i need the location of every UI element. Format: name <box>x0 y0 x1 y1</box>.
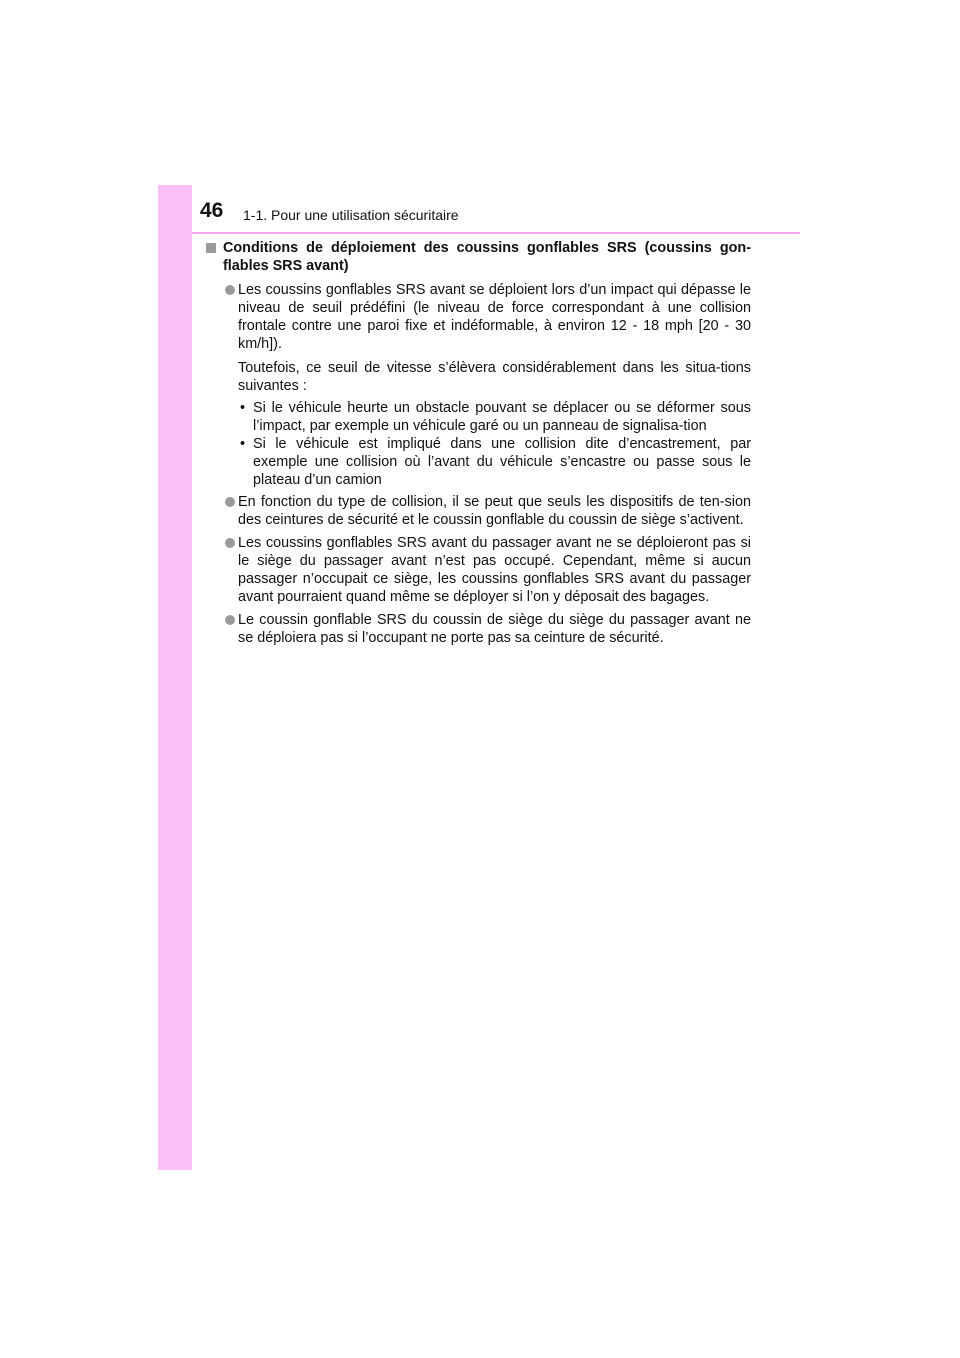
sub-item-text: Si le véhicule heurte un obstacle pouvant se déplacer ou se déformer sous l’impact, par exemple un véhicule garé ou un panneau de signalisa-tion <box>253 400 751 434</box>
bullet-dot-icon <box>225 497 235 507</box>
list-item <box>206 493 751 529</box>
paragraph: Toutefois, ce seuil de vitesse s’élèvera considérablement dans les situa-tions suivantes : <box>238 360 751 394</box>
sub-list-item <box>206 435 751 489</box>
bullet-dot-icon <box>225 615 235 625</box>
sub-list-item <box>206 399 751 435</box>
bullet-text: Les coussins gonflables SRS avant du passager avant ne se déploieront pas si le siège du passager avant n’est pas occupé. Cependant, même si aucun passager n’occupait ce siège, les coussins gonflables SRS avant du passager avant pourraient quand même se déployer si l’on y déposait des bagages. <box>238 535 751 605</box>
list-item <box>206 281 751 353</box>
bullet-text: Le coussin gonflable SRS du coussin de siège du siège du passager avant ne se déploiera pas si l’occupant ne porte pas sa ceinture de sécurité. <box>238 612 751 646</box>
subsection-heading <box>206 239 751 275</box>
bullet-dot-icon <box>225 285 235 295</box>
square-marker-icon <box>206 243 216 253</box>
bullet-dot-icon <box>225 538 235 548</box>
sub-item-text: Si le véhicule est impliqué dans une collision dite d’encastrement, par exemple une collision où l’avant du véhicule s’encastre ou passe sous le plateau d’un camion <box>253 436 751 488</box>
bullet-text: En fonction du type de collision, il se peut que seuls les dispositifs de ten-sion des ceintures de sécurité et le coussin gonflable du coussin de siège s’activent. <box>238 494 751 528</box>
heading-text: Conditions de déploiement des coussins gonflables SRS (coussins gon-flables SRS avant) <box>223 240 751 274</box>
header-rule <box>192 232 800 234</box>
section-title: 1-1. Pour une utilisation sécuritaire <box>243 207 459 223</box>
sub-bullet-marker: • <box>240 400 246 416</box>
page-number: 46 <box>200 199 224 222</box>
sub-bullet-marker: • <box>240 436 246 452</box>
page-side-tab <box>158 185 192 1170</box>
bullet-text: Les coussins gonflables SRS avant se déploient lors d’un impact qui dépasse le niveau de seuil prédéfini (le niveau de force correspondant à une collision frontale contre une paroi fixe et indéformable, à environ 12 - 18 mph [20 - 30 km/h]). <box>238 282 751 352</box>
list-item <box>206 534 751 606</box>
list-item <box>206 611 751 647</box>
page-content <box>206 239 751 652</box>
